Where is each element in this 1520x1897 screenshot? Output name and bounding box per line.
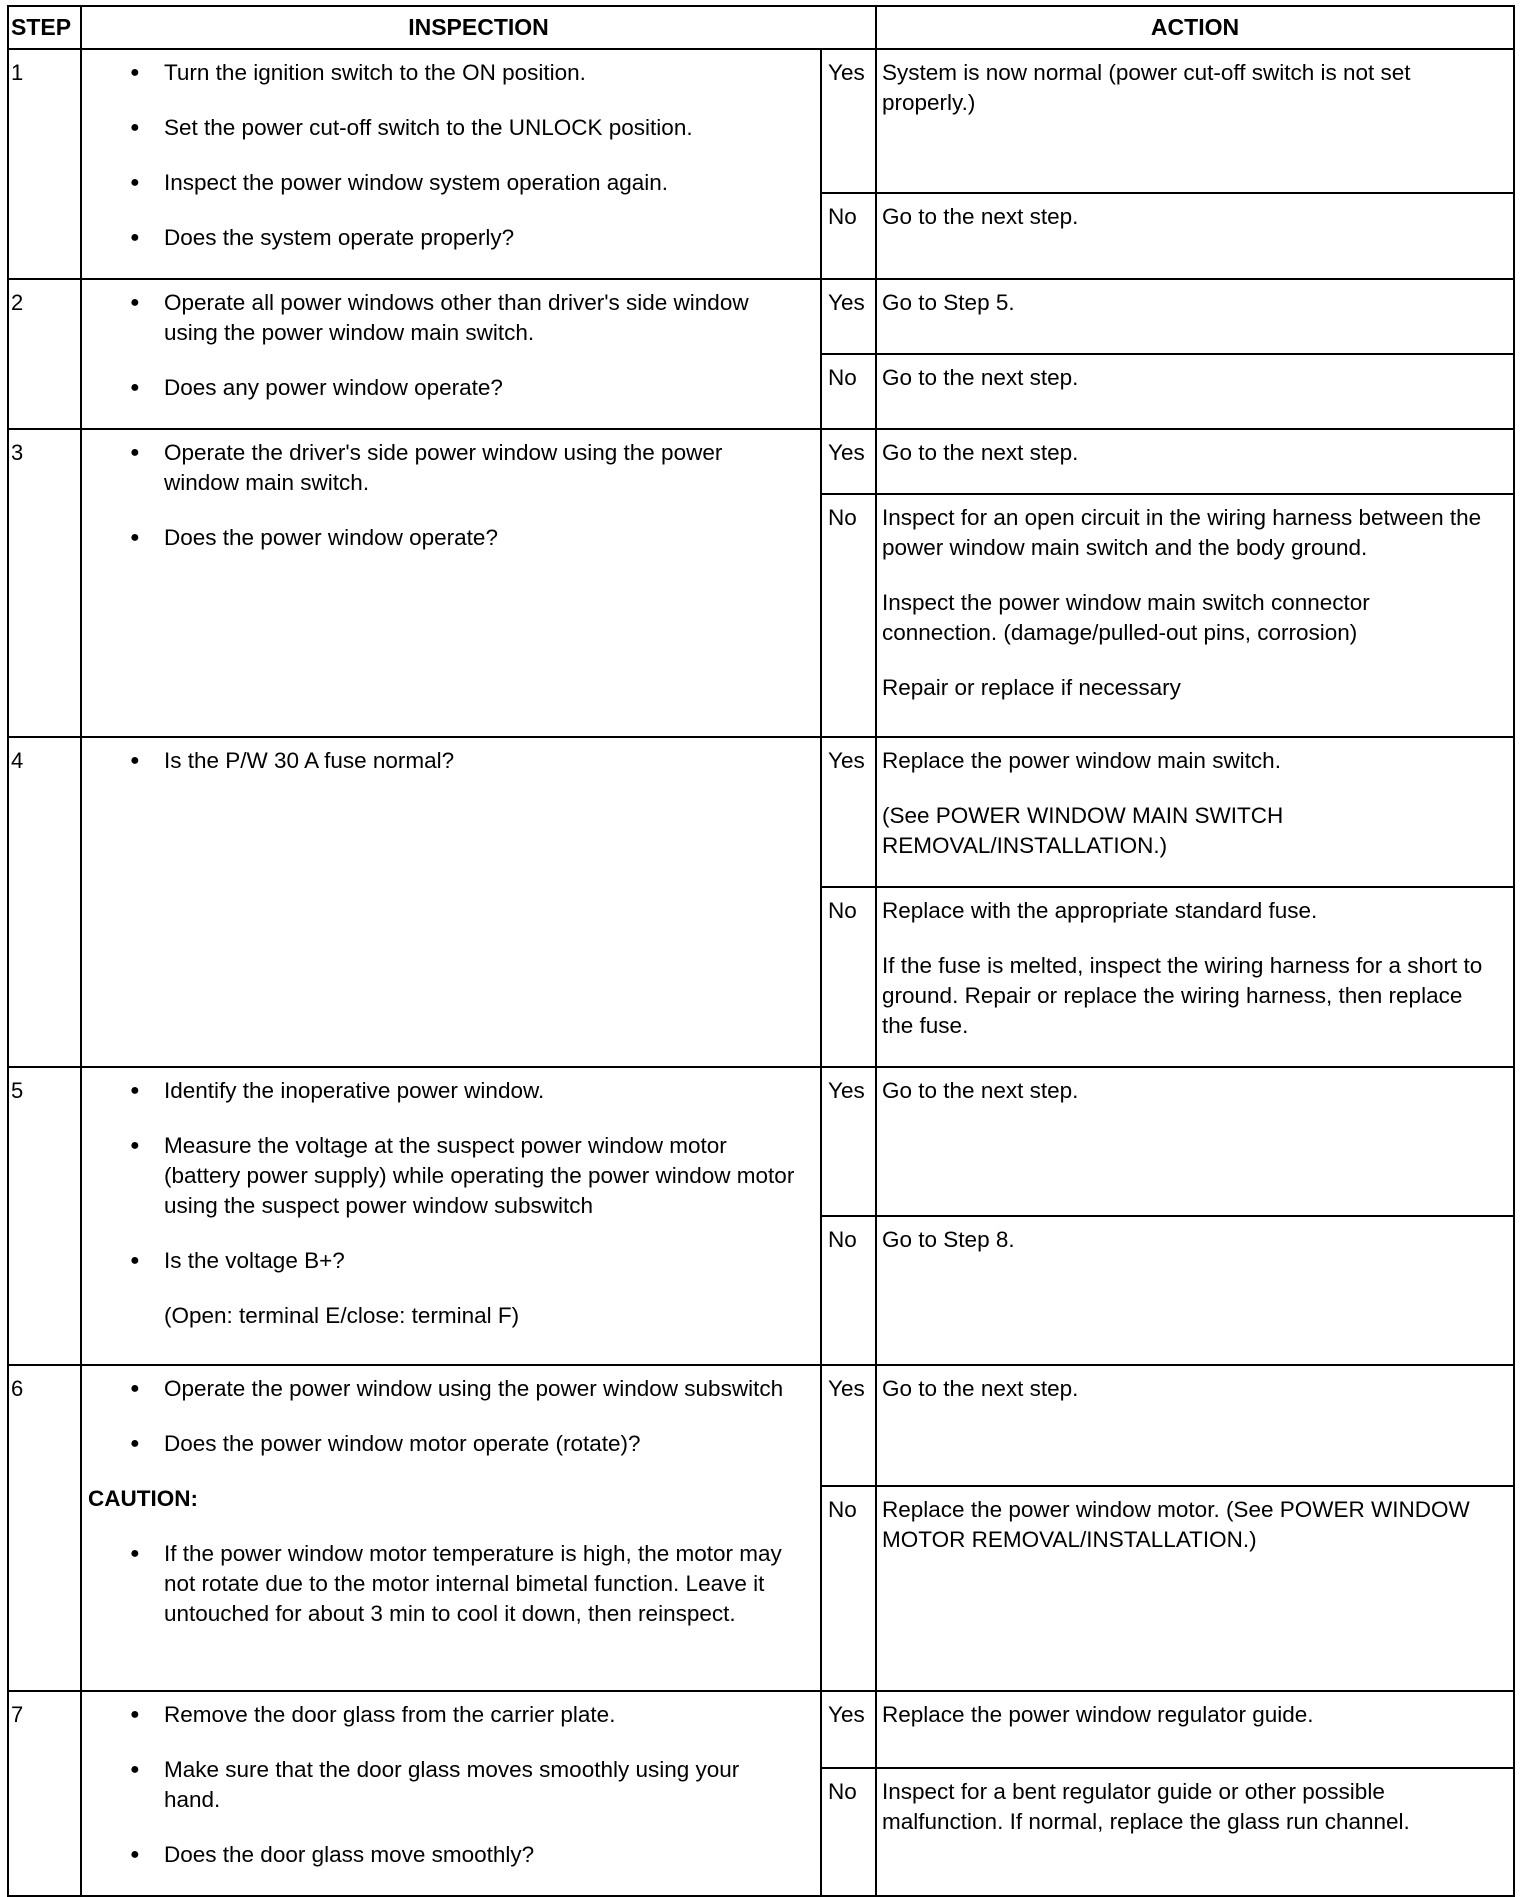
step-number: 5	[8, 1067, 81, 1365]
no-label: No	[821, 354, 876, 429]
table-row	[8, 279, 1514, 354]
action-text: Go to Step 5.	[882, 290, 1015, 315]
yes-label: Yes	[821, 279, 876, 354]
action-text: Go to the next step.	[882, 204, 1079, 230]
yes-label: Yes	[821, 49, 876, 193]
yes-label: Yes	[821, 429, 876, 494]
action-text: Repair or replace if necessary	[882, 675, 1181, 700]
no-label: No	[821, 1768, 876, 1896]
no-action	[876, 887, 1514, 1067]
action-text: Replace the power window main switch.	[882, 748, 1281, 773]
no-action	[876, 494, 1514, 737]
inspection-item: ● Operate all power windows other than driver's side window using the power window main switch.	[82, 288, 800, 348]
header-row	[8, 6, 1514, 49]
inspection-cell	[81, 1365, 821, 1691]
no-label: No	[821, 193, 876, 279]
inspection-item: ● Inspect the power window system operation again.	[82, 168, 800, 198]
inspection-item: ● Operate the power window using the power window subswitch	[82, 1374, 800, 1404]
yes-label: Yes	[821, 1691, 876, 1768]
inspection-item: ● Make sure that the door glass moves smoothly using your hand.	[82, 1755, 800, 1815]
no-label: No	[821, 494, 876, 737]
caution-label: CAUTION:	[88, 1486, 198, 1511]
step-number: 1	[8, 49, 81, 279]
inspection-item: ● Does the power window operate?	[82, 523, 800, 553]
no-action	[876, 193, 1514, 279]
inspection-item: ● Does the door glass move smoothly?	[82, 1840, 800, 1870]
action-text: Go to the next step.	[882, 1376, 1079, 1401]
action-text: Go to the next step.	[882, 440, 1079, 465]
inspection-item: ● Measure the voltage at the suspect power window motor (battery power supply) while operating the power window motor using the suspect power window subswitch	[82, 1131, 800, 1221]
no-label: No	[821, 1486, 876, 1691]
action-text: Replace with the appropriate standard fuse.	[882, 898, 1318, 923]
inspection-item: ● Does the power window motor operate (rotate)?	[82, 1429, 800, 1459]
inspection-header: INSPECTION	[81, 6, 876, 49]
diagnostic-table	[7, 5, 1515, 1897]
action-text: Go to the next step.	[882, 1078, 1079, 1103]
step-number: 4	[8, 737, 81, 1067]
no-action	[876, 1486, 1514, 1691]
yes-label: Yes	[821, 1365, 876, 1486]
action-text: Inspect for a bent regulator guide or other possible malfunction. If normal, replace the glass run channel.	[882, 1779, 1410, 1835]
step-number: 2	[8, 279, 81, 429]
table-row	[8, 429, 1514, 494]
table-row	[8, 737, 1514, 887]
step-number: 6	[8, 1365, 81, 1691]
action-text: Go to Step 8.	[882, 1227, 1015, 1252]
inspection-cell	[81, 1691, 821, 1896]
yes-action	[876, 737, 1514, 887]
action-text: Replace the power window regulator guide.	[882, 1702, 1314, 1727]
inspection-item: ● Does the system operate properly?	[82, 223, 800, 253]
inspection-cell	[81, 429, 821, 737]
no-label: No	[821, 1216, 876, 1365]
action-text: System is now normal (power cut-off switch is not set properly.)	[882, 60, 1411, 115]
table-row	[8, 1067, 1514, 1216]
inspection-item: ● Is the P/W 30 A fuse normal?	[82, 746, 800, 776]
no-action	[876, 354, 1514, 429]
yes-action	[876, 49, 1514, 193]
action-header: ACTION	[876, 6, 1514, 49]
inspection-note: (Open: terminal E/close: terminal F)	[164, 1303, 520, 1328]
inspection-item: ● Does any power window operate?	[82, 373, 800, 403]
yes-action	[876, 1365, 1514, 1486]
no-action	[876, 1216, 1514, 1365]
inspection-item: ● Operate the driver's side power window using the power window main switch.	[82, 438, 800, 498]
inspection-item: ● Remove the door glass from the carrier plate.	[82, 1700, 800, 1730]
action-text: Inspect the power window main switch connector connection. (damage/pulled-out pins, corrosion)	[882, 590, 1370, 645]
action-text: Go to the next step.	[882, 365, 1079, 390]
action-text: If the fuse is melted, inspect the wiring harness for a short to ground. Repair or replace the wiring harness, then replace the fuse.	[882, 953, 1483, 1038]
action-text: Replace the power window motor. (See POWER WINDOW MOTOR REMOVAL/INSTALLATION.)	[882, 1497, 1470, 1552]
inspection-item: ● Is the voltage B+?	[82, 1246, 800, 1276]
action-text: Inspect for an open circuit in the wiring harness between the power window main switch and the body ground.	[882, 505, 1482, 560]
inspection-cell	[81, 49, 821, 279]
no-label: No	[821, 887, 876, 1067]
yes-action	[876, 429, 1514, 494]
yes-label: Yes	[821, 737, 876, 887]
yes-action	[876, 279, 1514, 354]
step-header: STEP	[8, 6, 81, 49]
inspection-cell	[81, 737, 821, 1067]
no-action	[876, 1768, 1514, 1896]
table-row	[8, 1691, 1514, 1768]
inspection-item: ● Turn the ignition switch to the ON position.	[82, 58, 800, 88]
inspection-item: ● Identify the inoperative power window.	[82, 1076, 800, 1106]
yes-label: Yes	[821, 1067, 876, 1216]
action-text: (See POWER WINDOW MAIN SWITCH REMOVAL/INSTALLATION.)	[882, 803, 1284, 858]
step-number: 3	[8, 429, 81, 737]
table-row	[8, 1365, 1514, 1486]
inspection-item: ● Set the power cut-off switch to the UNLOCK position.	[82, 113, 800, 143]
yes-action	[876, 1067, 1514, 1216]
yes-action	[876, 1691, 1514, 1768]
caution-item: ● If the power window motor temperature is high, the motor may not rotate due to the motor internal bimetal function. Leave it untouched for about 3 min to cool it down, then reinspect.	[82, 1539, 800, 1629]
step-number: 7	[8, 1691, 81, 1896]
table-row	[8, 49, 1514, 193]
inspection-cell	[81, 279, 821, 429]
inspection-cell	[81, 1067, 821, 1365]
